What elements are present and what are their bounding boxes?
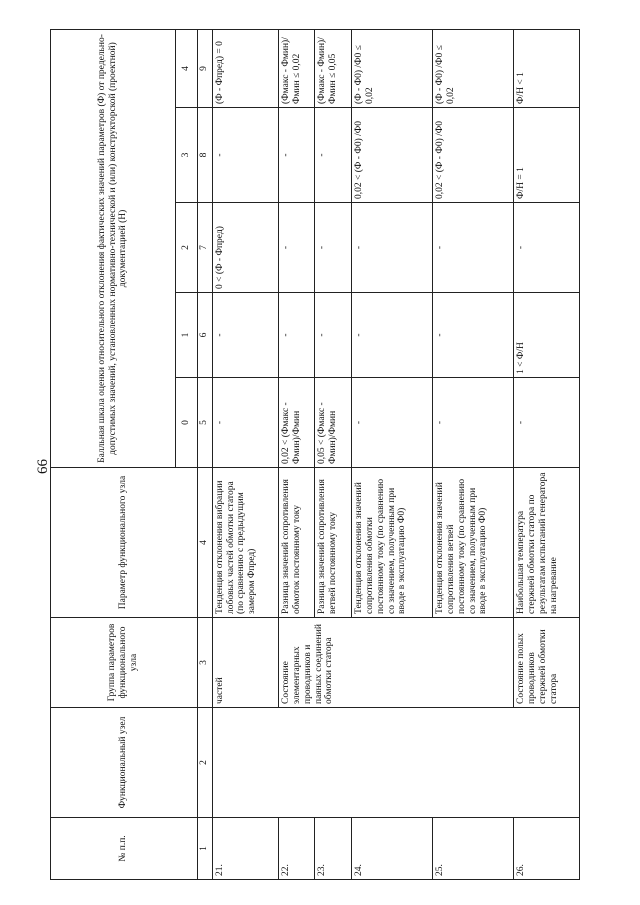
row-num: 21. — [212, 818, 278, 880]
score-4: 4 — [176, 30, 198, 108]
row-score-1: - — [315, 293, 351, 378]
row-score-2: 0 < (Ф - Фпред) — [212, 203, 278, 293]
row-score-2: - — [351, 203, 432, 293]
col-index: 4 — [197, 468, 212, 618]
row-param: Тенденция отклонения вибрации лобовых частей обмотки статора (по сравнению с предыдущим замером Фпред) — [212, 468, 278, 618]
row-score-3: - — [278, 108, 314, 203]
col-index: 5 — [197, 378, 212, 468]
row-score-3: Ф/Н = 1 — [513, 108, 579, 203]
rotated-table-container — [50, 30, 580, 880]
col-index: 9 — [197, 30, 212, 108]
row-group: частей — [212, 618, 278, 708]
score-0: 0 — [176, 378, 198, 468]
row-score-1: - — [212, 293, 278, 378]
row-score-4: (Фмакс - Фмин)/Фмин ≤ 0,05 — [315, 30, 351, 108]
assessment-table — [50, 29, 580, 880]
row-param: Тенденция отклонения значений сопротивления обмотки постоянному току (по сравнению со значением, полученным при вводе в эксплуатацию Ф0) — [351, 468, 432, 618]
row-param: Наибольшая температура стержней обмотки статора по результатам испытаний генератора на нагревание — [513, 468, 579, 618]
score-2: 2 — [176, 203, 198, 293]
col-index: 8 — [197, 108, 212, 203]
row-score-1: - — [432, 293, 513, 378]
row-score-2: - — [432, 203, 513, 293]
header-row — [51, 30, 176, 880]
row-score-3: 0,02 < (Ф - Ф0) /Ф0 — [432, 108, 513, 203]
col-index: 1 — [197, 818, 212, 880]
row-num: 24. — [351, 818, 432, 880]
row-score-4: Ф/Н < 1 — [513, 30, 579, 108]
row-group: Состояние элементарных проводников и паяных соединений обмотки статора — [278, 618, 513, 708]
row-score-0: 0,05 < (Фмакс - Фмин)/Фмин — [315, 378, 351, 468]
row-score-3: 0,02 < (Ф - Ф0) /Ф0 — [351, 108, 432, 203]
row-score-1: - — [278, 293, 314, 378]
header-num: № п.п. — [51, 818, 198, 880]
row-score-0: 0,02 < (Фмакс - Фмин)/Фмин — [278, 378, 314, 468]
row-score-4: (Фмакс - Фмин)/Фмин ≤ 0,02 — [278, 30, 314, 108]
row-score-3: - — [212, 108, 278, 203]
row-node — [212, 708, 579, 818]
table-row — [212, 30, 278, 880]
row-score-2: - — [278, 203, 314, 293]
row-num: 23. — [315, 818, 351, 880]
row-score-3: - — [315, 108, 351, 203]
row-score-4: (Ф - Фпред) = 0 — [212, 30, 278, 108]
row-score-0: - — [432, 378, 513, 468]
row-group: Состояние полых проводников стержней обмотки статора — [513, 618, 579, 708]
row-score-0: - — [513, 378, 579, 468]
row-param: Разница значений сопротивления обмоток постоянному току — [278, 468, 314, 618]
col-index: 7 — [197, 203, 212, 293]
col-index: 6 — [197, 293, 212, 378]
row-score-4: (Ф - Ф0) /Ф0 ≤ 0,02 — [432, 30, 513, 108]
row-score-2: - — [513, 203, 579, 293]
row-score-4: (Ф - Ф0) /Ф0 ≤ 0,02 — [351, 30, 432, 108]
score-3: 3 — [176, 108, 198, 203]
row-param: Тенденция отклонения значений сопротивления ветвей постоянному току (по сравнению со значением, полученным при вводе в эксплуатацию Ф0) — [432, 468, 513, 618]
header-param: Параметр функционального узла — [51, 468, 198, 618]
header-node: Функциональный узел — [51, 708, 198, 818]
row-num: 25. — [432, 818, 513, 880]
row-param: Разница значений сопротивления ветвей постоянному току — [315, 468, 351, 618]
column-index-row — [197, 30, 212, 880]
col-index: 3 — [197, 618, 212, 708]
row-score-2: - — [315, 203, 351, 293]
row-num: 22. — [278, 818, 314, 880]
col-index: 2 — [197, 708, 212, 818]
header-group: Группа параметров функционального узла — [51, 618, 198, 708]
row-score-0: - — [212, 378, 278, 468]
row-score-0: - — [351, 378, 432, 468]
row-score-1: - — [351, 293, 432, 378]
page-number: 66 — [35, 459, 51, 474]
row-score-1: 1 < Ф/Н — [513, 293, 579, 378]
score-1: 1 — [176, 293, 198, 378]
header-scale-title: Балльная шкала оценки относительного отклонения фактических значений параметров (Ф) от предельно-допустимых значений, установленных нормативно-технической и (или) конструкторской (проектной) документацией (Н) — [51, 30, 176, 468]
row-num: 26. — [513, 818, 579, 880]
